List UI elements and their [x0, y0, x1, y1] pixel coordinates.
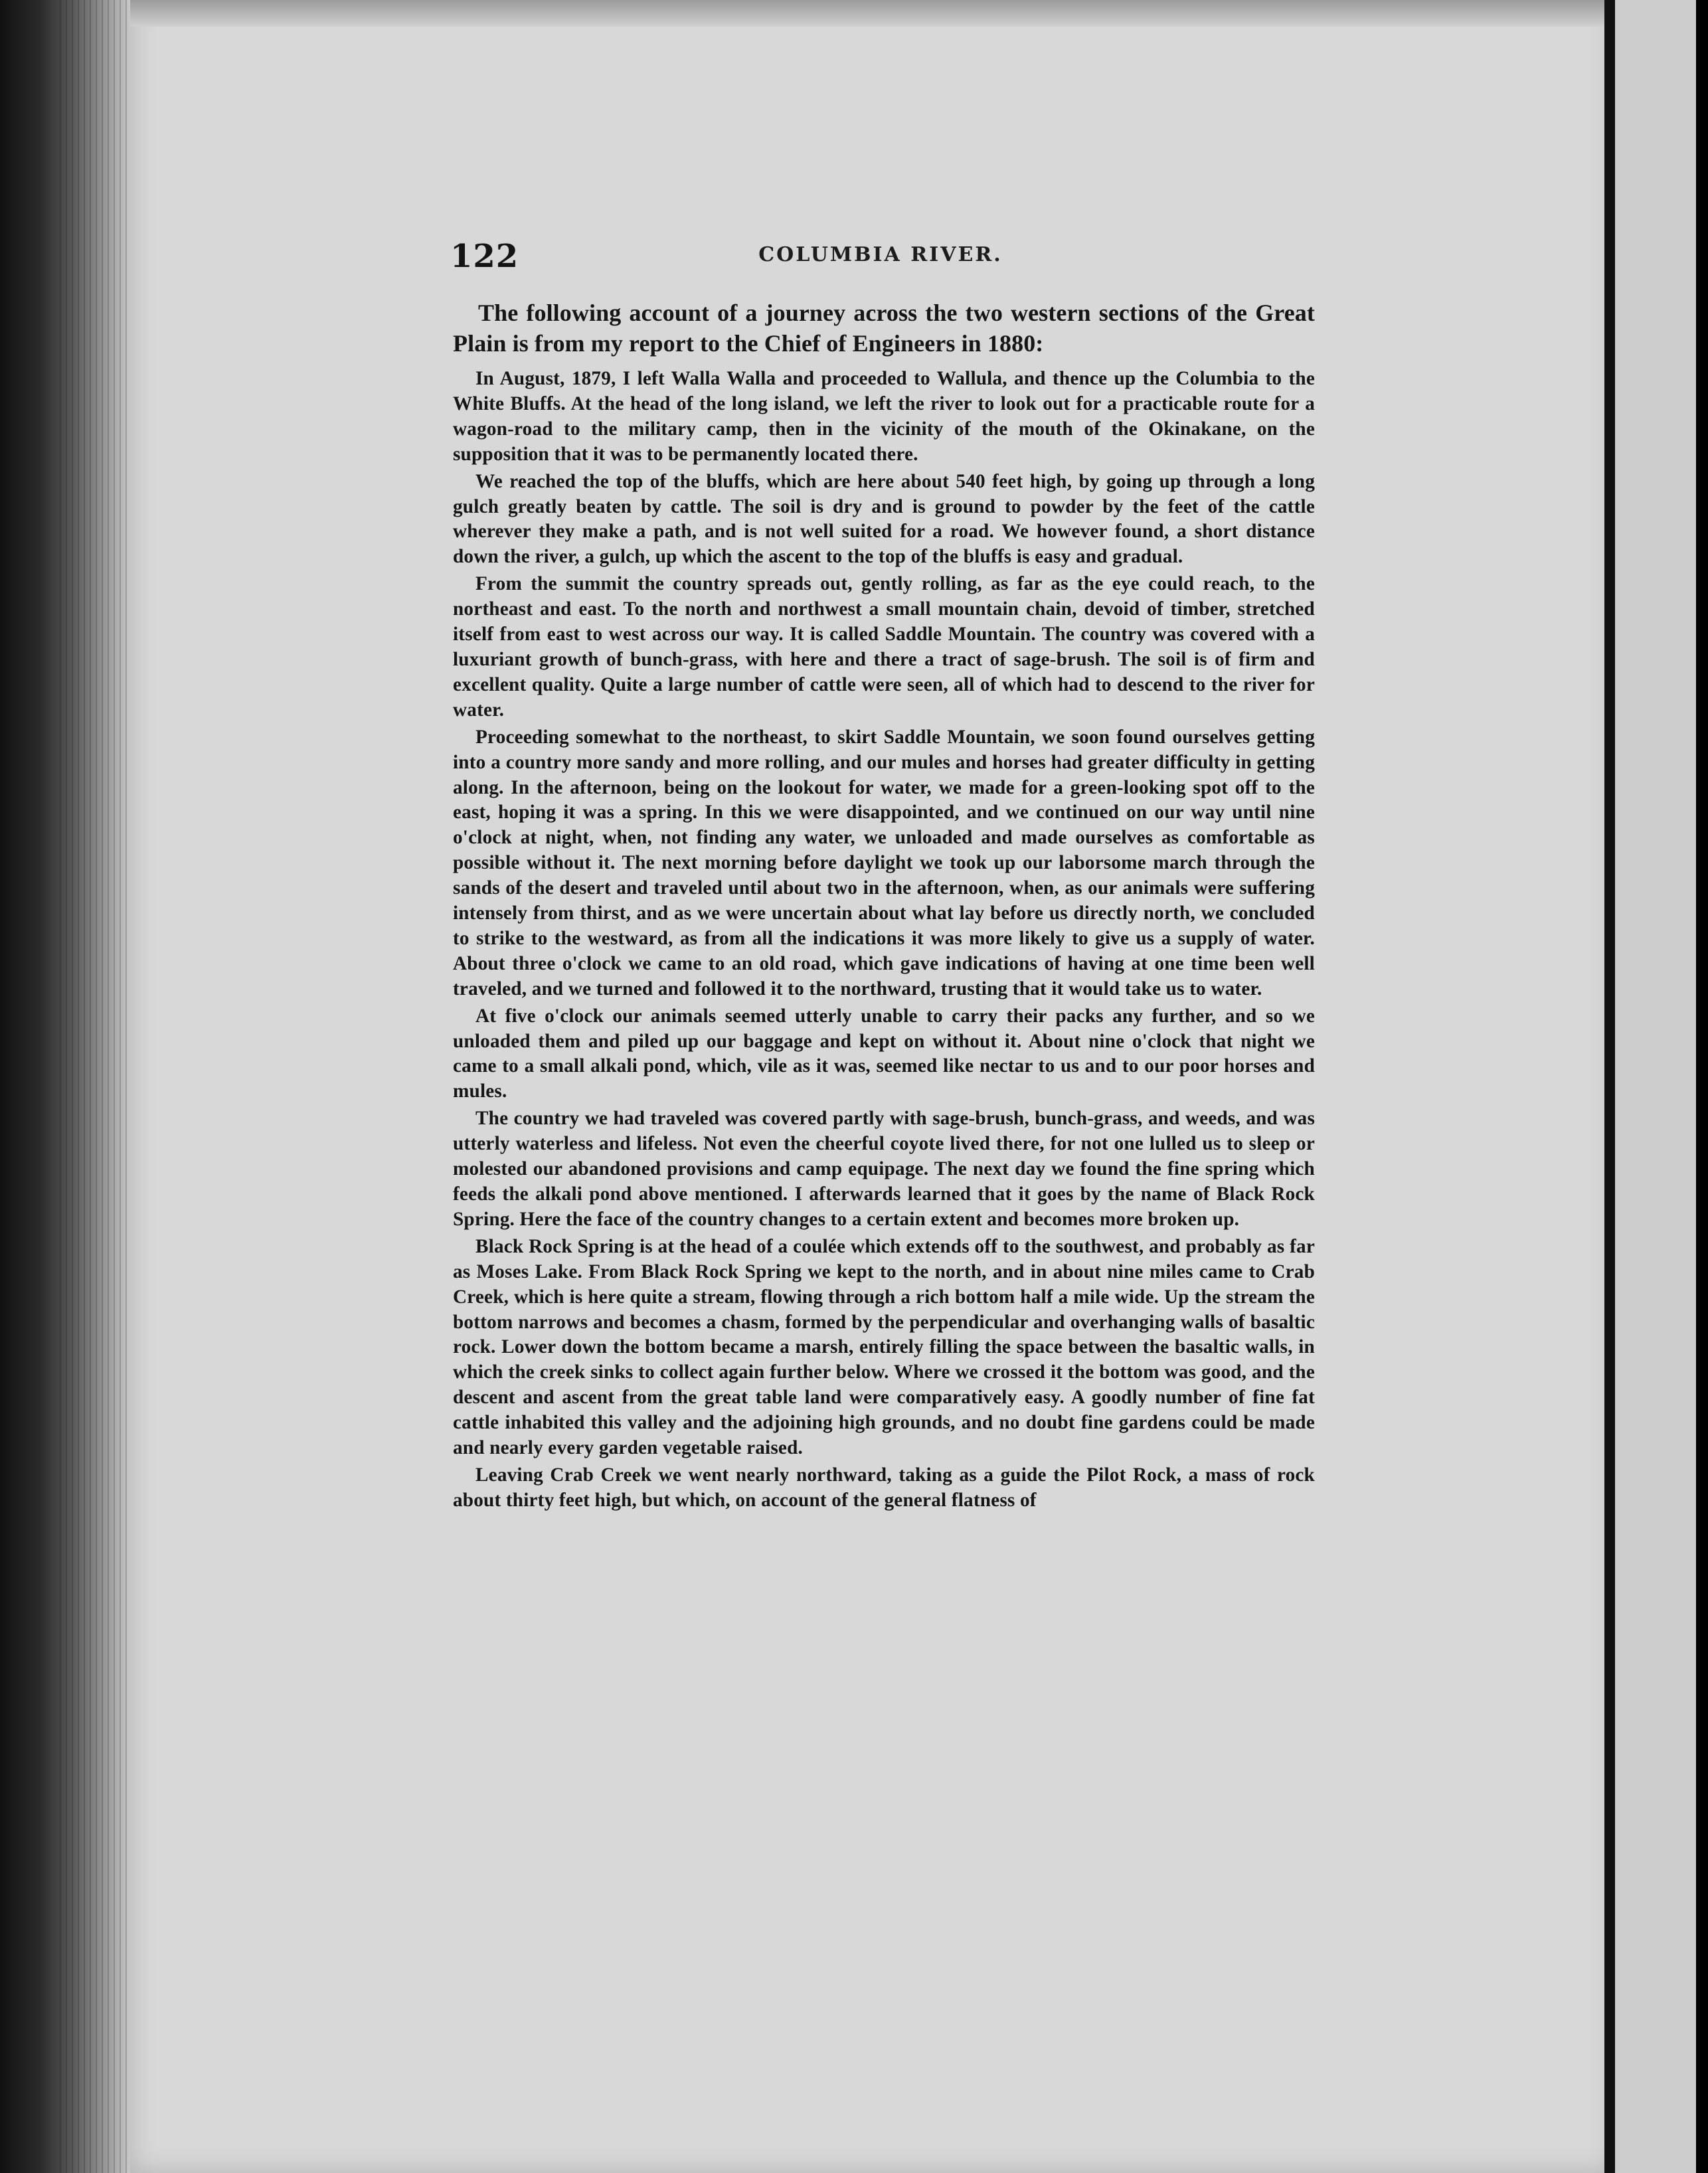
paragraph-6: The country we had traveled was covered partly with sage-brush, bunch-grass, and weeds, and was utterly waterless and lifeless. Not even the cheerful coyote lived there, for not one lulled us to sleep or molested our abandoned provisions and camp equipage. The next day we found the fine spring which feeds the alkali pond above mentioned. I afterwards learned that it goes by the name of Black Rock Spring. Here the face of the country changes to a certain extent and becomes more broken up. [453, 1108, 1315, 1230]
body-text [453, 298, 1315, 1516]
paragraph-1: In August, 1879, I left Walla Walla and proceeded to Wallula, and thence up the Columbia to the White Bluffs. At the head of the long island, we left the river to look out for a practicable route for a wagon-road to the military camp, then in the vicinity of the mouth of the Okinakane, on the supposition that it was to be permanently located there. [453, 368, 1315, 465]
page-gutter [1604, 0, 1615, 2173]
page-stack-lines [60, 0, 133, 2173]
paragraph-5: At five o'clock our animals seemed utterly unable to carry their packs any further, and so we unloaded them and piled up our baggage and kept on without it. About nine o'clock that night we came to a small alkali pond, which, vile as it was, seemed like nectar to us and to our poor horses and mules. [453, 1005, 1315, 1102]
paragraph-4: Proceeding somewhat to the northeast, to skirt Saddle Mountain, we soon found ourselves getting into a country more sandy and more rolling, and our mules and horses had greater difficulty in getting along. In the afternoon, being on the lookout for water, we made for a green-looking spot off to the east, hoping it was a spring. In this we were disappointed, and we continued on our way until nine o'clock at night, when, not finding any water, we unloaded and made ourselves as comfortable as possible without it. The next morning before daylight we took up our laborsome march through the sands of the desert and traveled until about two in the afternoon, when, as our animals were suffering intensely from thirst, and as we were uncertain about what lay before us directly north, we concluded to strike to the westward, as from all the indications it was more likely to give us a supply of water. About three o'clock we came to an old road, which gave indications of having at one time been well traveled, and we turned and followed it to the northward, trusting that it would take us to water. [453, 726, 1315, 1000]
scan-border [1696, 0, 1708, 2173]
page-number: 122 [450, 238, 519, 275]
running-head [450, 238, 1311, 275]
intro-paragraph: The following account of a journey across the two western sections of the Great Plain is from my report to the Chief of Engineers in 1880: [453, 300, 1315, 357]
paragraph-8: Leaving Crab Creek we went nearly northward, taking as a guide the Pilot Rock, a mass of rock about thirty feet high, but which, on account of the general flatness of [453, 1464, 1315, 1511]
facing-page-edge [1615, 0, 1696, 2173]
paragraph-7: Black Rock Spring is at the head of a coulée which extends off to the southwest, and probably as far as Moses Lake. From Black Rock Spring we kept to the north, and in about nine miles came to Crab Creek, which is here quite a stream, flowing through a rich bottom half a mile wide. Up the stream the bottom narrows and becomes a chasm, formed by the perpendicular and overhanging walls of basaltic rock. Lower down the bottom became a marsh, entirely filling the space between the basaltic walls, in which the creek sinks to collect again further below. Where we crossed it the bottom was good, and the descent and ascent from the great table land were comparatively easy. A goodly number of fine fat cattle inhabited this valley and the adjoining high grounds, and no doubt fine gardens could be made and nearly every garden vegetable raised. [453, 1235, 1315, 1459]
paragraph-3: From the summit the country spreads out, gently rolling, as far as the eye could reach, to the northeast and east. To the north and northwest a small mountain chain, devoid of timber, stretched itself from east to west across our way. It is called Saddle Mountain. The country was covered with a luxuriant growth of bunch-grass, with here and there a tract of sage-brush. The soil is of firm and excellent quality. Quite a large number of cattle were seen, all of which had to descend to the river for water. [453, 573, 1315, 721]
paragraph-2: We reached the top of the bluffs, which are here about 540 feet high, by going up through a long gulch greatly beaten by cattle. The soil is dry and is ground to powder by the feet of the cattle wherever they make a path, and is not well suited for a road. We however found, a short distance down the river, a gulch, up which the ascent to the top of the bluffs is easy and gradual. [453, 470, 1315, 568]
page-top-shadow [130, 0, 1615, 27]
running-title: COLUMBIA RIVER. [758, 243, 1003, 266]
